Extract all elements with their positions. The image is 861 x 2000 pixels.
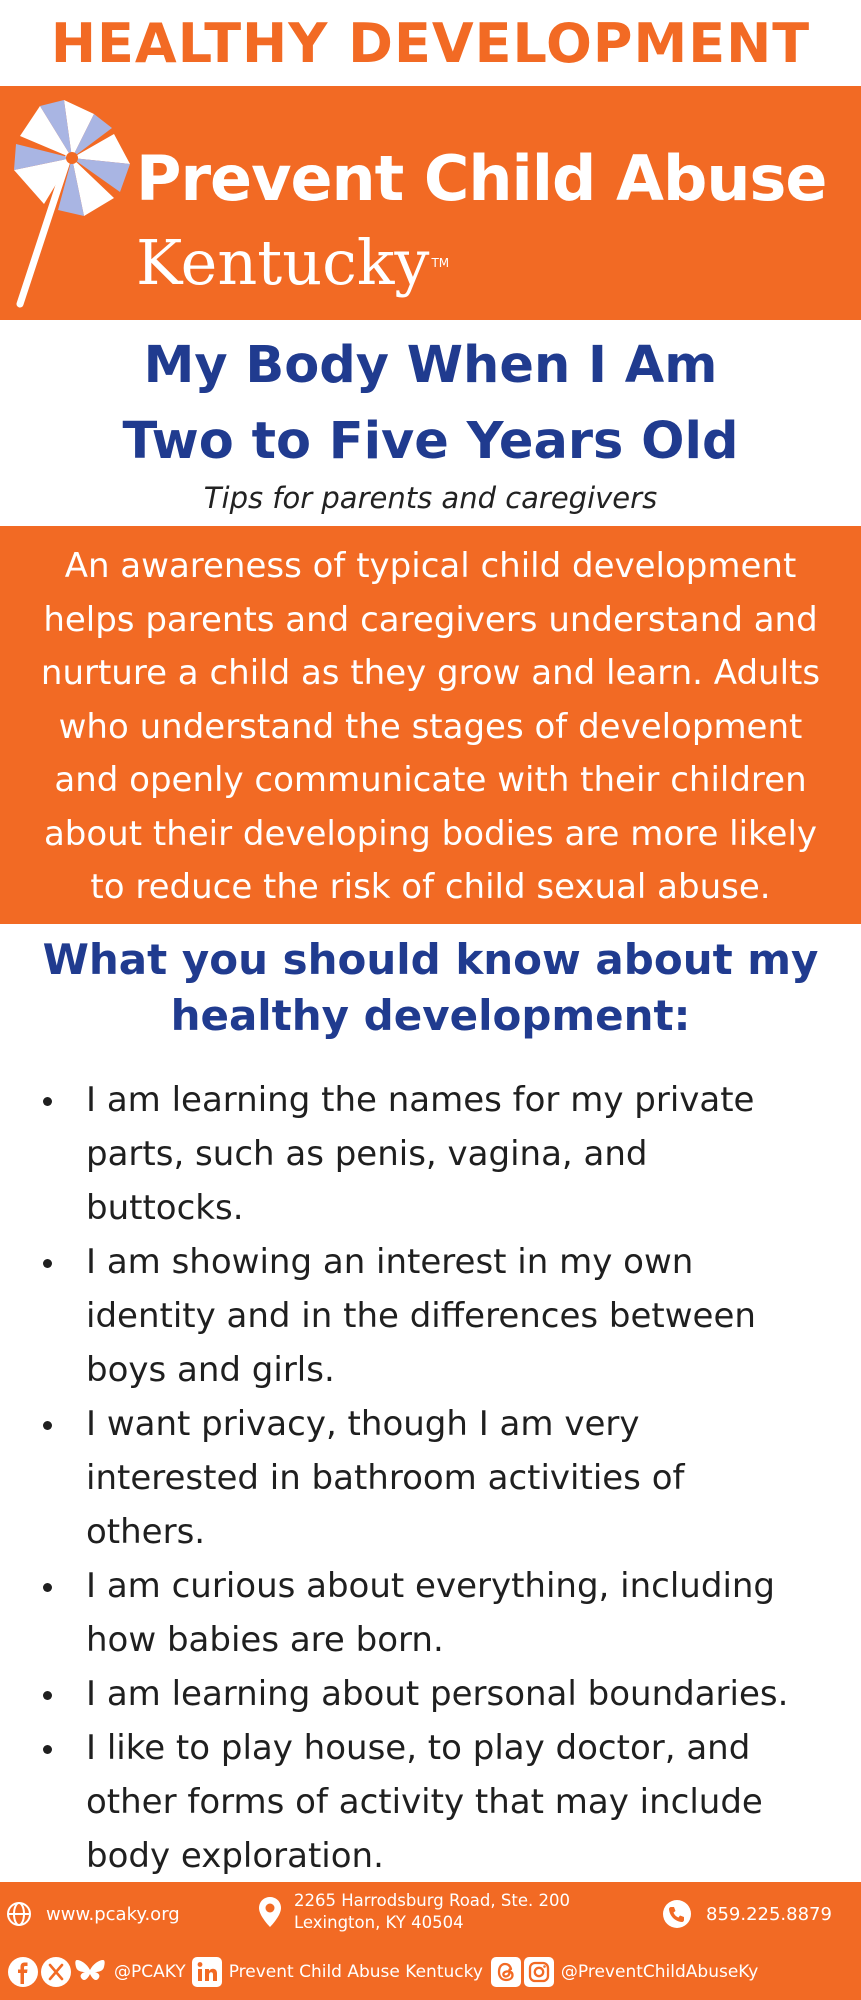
x-icon[interactable] — [41, 1957, 71, 1987]
pinwheel-icon — [8, 94, 140, 310]
bullet-dot — [43, 1259, 52, 1268]
social-handle-pcaky[interactable]: @PCAKY — [114, 1962, 186, 1982]
list-item-line: I like to play house, to play doctor, and — [86, 1728, 751, 1768]
list-item — [40, 1397, 840, 1559]
contact-footer — [0, 1882, 861, 2000]
list-item-line: other forms of activity that may include — [86, 1782, 763, 1822]
intro-line: about their developing bodies are more likely — [43, 813, 818, 854]
list-item-line: body exploration. — [86, 1836, 384, 1876]
list-item-line: I am learning about personal boundaries. — [86, 1674, 789, 1714]
phone-link[interactable] — [662, 1899, 832, 1929]
brand-state-text: Kentucky — [136, 226, 430, 299]
list-item-line: interested in bathroom activities of — [86, 1458, 685, 1498]
website-text: www.pcaky.org — [46, 1903, 180, 1925]
list-item — [40, 1667, 840, 1721]
main-heading-line1: My Body When I Am — [143, 336, 718, 395]
bluesky-icon[interactable] — [74, 1957, 106, 1987]
facebook-icon[interactable] — [8, 1957, 38, 1987]
list-item-line: I want privacy, though I am very — [86, 1404, 640, 1444]
list-item-line: boys and girls. — [86, 1350, 335, 1390]
bullet-dot — [43, 1097, 52, 1106]
main-heading-block — [0, 320, 861, 525]
threads-icon[interactable] — [491, 1957, 521, 1987]
list-item-line: I am learning the names for my private — [86, 1080, 755, 1120]
linkedin-name[interactable]: Prevent Child Abuse Kentucky — [228, 1962, 483, 1982]
social-handle-preventchildabuseky[interactable]: @PreventChildAbuseKy — [560, 1962, 759, 1982]
address-line2: Lexington, KY 40504 — [294, 1913, 464, 1932]
intro-line: An awareness of typical child development — [64, 546, 797, 586]
bullet-dot — [43, 1583, 52, 1592]
list-item-line: how babies are born. — [86, 1620, 444, 1660]
list-item-line: others. — [86, 1512, 206, 1552]
bullet-dot — [43, 1421, 52, 1430]
instagram-icon[interactable] — [524, 1957, 554, 1987]
intro-line: and openly communicate with their children — [54, 760, 807, 800]
brand-banner — [0, 86, 861, 320]
address — [258, 1890, 570, 1934]
list-item — [40, 1073, 840, 1235]
phone-icon — [662, 1899, 692, 1929]
list-item-line: buttocks. — [86, 1188, 244, 1228]
main-heading-line2: Two to Five Years Old — [122, 412, 739, 471]
page-header-title: HEALTHY DEVELOPMENT — [50, 11, 811, 75]
list-item — [40, 1235, 840, 1397]
list-item-line: I am curious about everything, including — [86, 1566, 776, 1606]
development-list — [40, 1073, 840, 1883]
bullet-dot — [43, 1691, 52, 1700]
list-item-line: parts, such as penis, vagina, and — [86, 1134, 648, 1174]
subtitle: Tips for parents and caregivers — [203, 481, 658, 515]
list-item — [40, 1559, 840, 1667]
trademark-mark: TM — [431, 256, 450, 270]
location-pin-icon — [258, 1896, 282, 1928]
intro-line: who understand the stages of development — [58, 706, 803, 747]
intro-line: helps parents and caregivers understand and — [43, 599, 818, 640]
brand-name-line2 — [136, 226, 450, 299]
section-heading — [0, 932, 861, 1044]
list-item — [40, 1721, 840, 1883]
linkedin-icon[interactable] — [192, 1957, 222, 1987]
bullet-dot — [43, 1745, 52, 1754]
intro-paragraph — [0, 526, 861, 924]
intro-line: to reduce the risk of child sexual abuse. — [90, 867, 771, 907]
footer-social-row — [0, 1944, 861, 2000]
footer-contact-row — [0, 1882, 861, 1944]
intro-line: nurture a child as they grow and learn. Adults — [40, 653, 821, 693]
section-heading-line2: healthy development: — [170, 991, 691, 1040]
list-item-line: I am showing an interest in my own — [86, 1242, 694, 1282]
section-heading-line1: What you should know about my — [42, 935, 819, 984]
brand-name-line1: Prevent Child Abuse — [136, 142, 827, 215]
list-item-line: identity and in the differences between — [86, 1296, 756, 1336]
address-text — [294, 1890, 570, 1934]
phone-text: 859.225.8879 — [706, 1903, 832, 1925]
website-link[interactable] — [6, 1901, 180, 1927]
globe-icon — [6, 1901, 32, 1927]
address-line1: 2265 Harrodsburg Road, Ste. 200 — [294, 1891, 570, 1910]
